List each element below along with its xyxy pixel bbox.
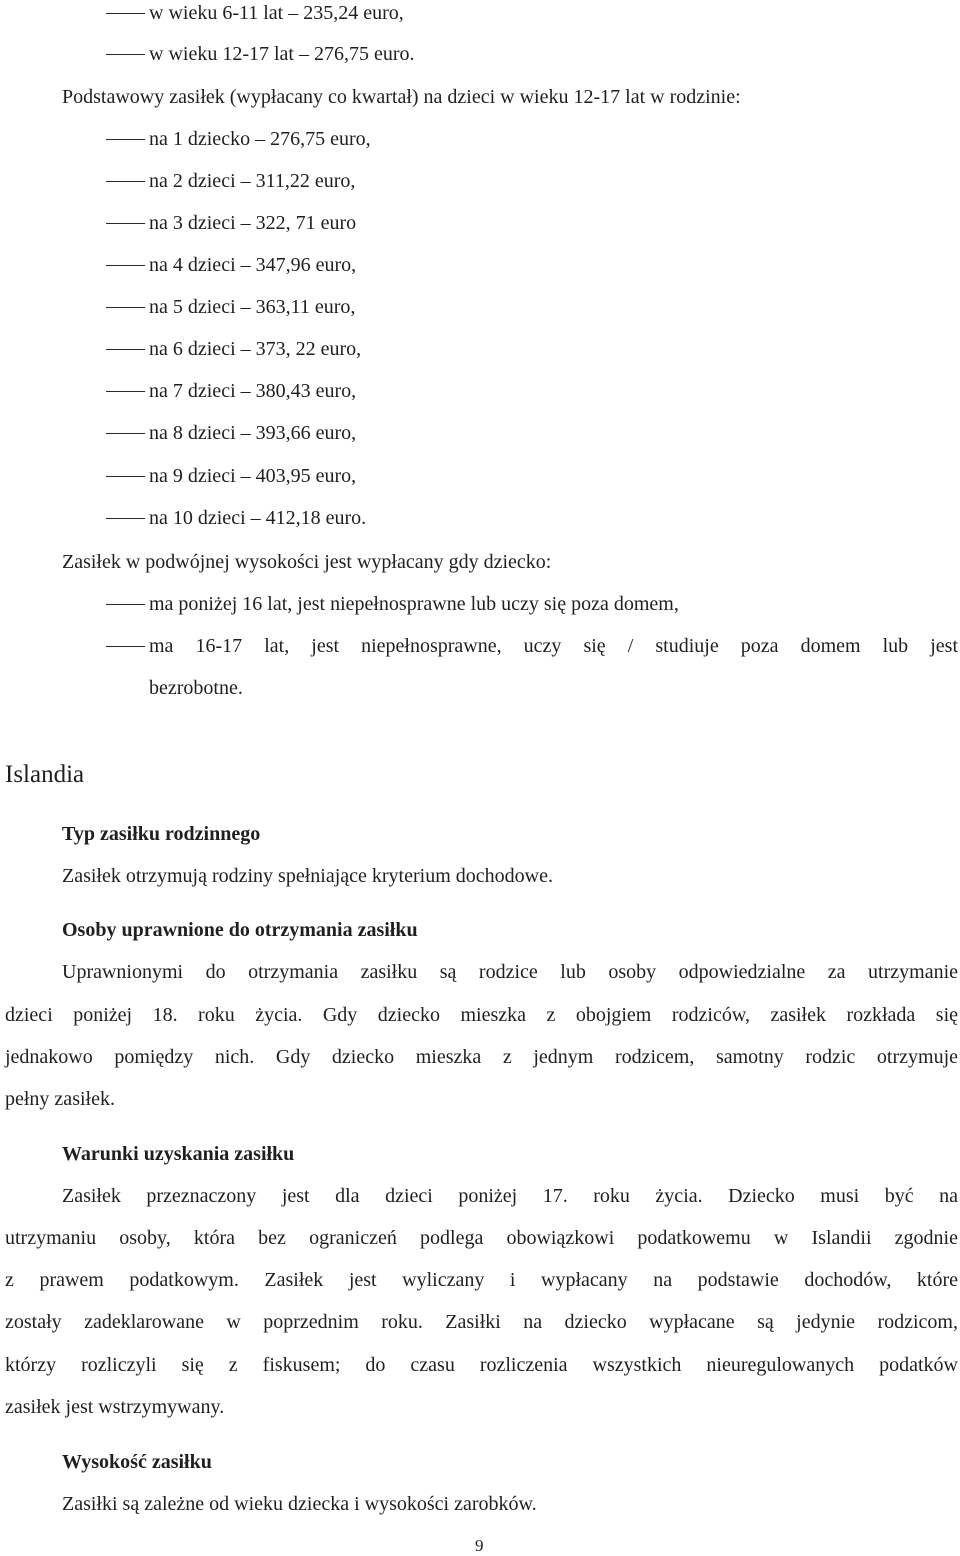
basic-allowance-intro: Podstawowy zasiłek (wypłacany co kwartał) na dzieci w wieku 12-17 lat w rodzinie: xyxy=(62,86,741,108)
list-item: na 5 dzieci – 363,11 euro, xyxy=(149,296,356,318)
country-heading: Islandia xyxy=(5,761,85,788)
list-dash xyxy=(106,604,145,605)
section-heading-amount: Wysokość zasiłku xyxy=(62,1451,212,1473)
list-dash xyxy=(106,54,145,55)
section-heading-conditions: Warunki uzyskania zasiłku xyxy=(62,1143,295,1165)
paragraph-line: zasiłek jest wstrzymywany. xyxy=(5,1396,225,1418)
double-allowance-intro: Zasiłek w podwójnej wysokości jest wypłacany gdy dziecko: xyxy=(62,551,552,573)
list-item: na 8 dzieci – 393,66 euro, xyxy=(149,422,357,444)
paragraph-line xyxy=(62,1184,958,1208)
paragraph-line-text: Uprawnionymi do otrzymania zasiłku są rodzice lub osoby odpowiedzialne za utrzymanie xyxy=(62,961,958,983)
paragraph-line-text: Zasiłek przeznaczony jest dla dzieci poniżej 17. roku życia. Dziecko musi być na xyxy=(62,1185,958,1207)
paragraph-line xyxy=(5,1226,958,1250)
section-heading-eligible: Osoby uprawnione do otrzymania zasiłku xyxy=(62,919,418,941)
list-dash xyxy=(106,476,145,477)
justified-line-text: ma 16-17 lat, jest niepełnosprawne, uczy się / studiuje poza domem lub jest xyxy=(149,635,958,657)
list-item: na 3 dzieci – 322, 71 euro xyxy=(149,212,357,234)
list-dash xyxy=(106,391,145,392)
paragraph-line-text: utrzymaniu osoby, która bez ograniczeń podlega obowiązkowi podatkowemu w Islandii zgodnie xyxy=(5,1227,958,1249)
paragraph-line xyxy=(5,1268,958,1292)
paragraph-line-text: którzy rozliczyli się z fiskusem; do czasu rozliczenia wszystkich nieuregulowanych podatków xyxy=(5,1354,958,1376)
section-text-amount: Zasiłki są zależne od wieku dziecka i wysokości zarobków. xyxy=(62,1493,537,1515)
list-item-continuation: bezrobotne. xyxy=(149,677,243,699)
paragraph-line xyxy=(62,960,958,984)
paragraph-line: pełny zasiłek. xyxy=(5,1088,115,1110)
paragraph-line xyxy=(5,1003,958,1027)
list-item-justified xyxy=(149,634,958,658)
list-dash xyxy=(106,349,145,350)
list-dash xyxy=(106,181,145,182)
list-item: na 1 dziecko – 276,75 euro, xyxy=(149,128,371,150)
list-dash xyxy=(106,223,145,224)
paragraph-line xyxy=(5,1045,958,1069)
paragraph-line-text: dzieci poniżej 18. roku życia. Gdy dziecko mieszka z obojgiem rodziców, zasiłek rozkłada się xyxy=(5,1004,958,1026)
list-item: w wieku 12-17 lat – 276,75 euro. xyxy=(149,43,415,65)
list-item: na 7 dzieci – 380,43 euro, xyxy=(149,380,357,402)
list-item: ma poniżej 16 lat, jest niepełnosprawne lub uczy się poza domem, xyxy=(149,593,679,615)
list-dash xyxy=(106,307,145,308)
paragraph-line xyxy=(5,1310,958,1334)
paragraph-line-text: jednakowo pomiędzy nich. Gdy dziecko mieszka z jednym rodzicem, samotny rodzic otrzymuje xyxy=(5,1046,958,1068)
list-dash xyxy=(106,13,145,14)
section-heading-type: Typ zasiłku rodzinnego xyxy=(62,823,261,845)
section-text-type: Zasiłek otrzymują rodziny spełniające kryterium dochodowe. xyxy=(62,865,553,887)
list-dash xyxy=(106,139,145,140)
list-item: w wieku 6-11 lat – 235,24 euro, xyxy=(149,2,404,24)
list-item: na 4 dzieci – 347,96 euro, xyxy=(149,254,357,276)
paragraph-line xyxy=(5,1353,958,1377)
list-item: na 10 dzieci – 412,18 euro. xyxy=(149,507,367,529)
list-item: na 2 dzieci – 311,22 euro, xyxy=(149,170,356,192)
list-item: na 9 dzieci – 403,95 euro, xyxy=(149,465,357,487)
list-dash xyxy=(106,518,145,519)
list-item: na 6 dzieci – 373, 22 euro, xyxy=(149,338,362,360)
list-dash xyxy=(106,265,145,266)
list-dash xyxy=(106,646,145,647)
paragraph-line-text: z prawem podatkowym. Zasiłek jest wyliczany i wypłacany na podstawie dochodów, które xyxy=(5,1269,958,1291)
paragraph-line-text: zostały zadeklarowane w poprzednim roku. Zasiłki na dziecko wypłacane są jedynie rodzicom, xyxy=(5,1311,958,1333)
list-dash xyxy=(106,433,145,434)
page-number: 9 xyxy=(475,1536,484,1555)
